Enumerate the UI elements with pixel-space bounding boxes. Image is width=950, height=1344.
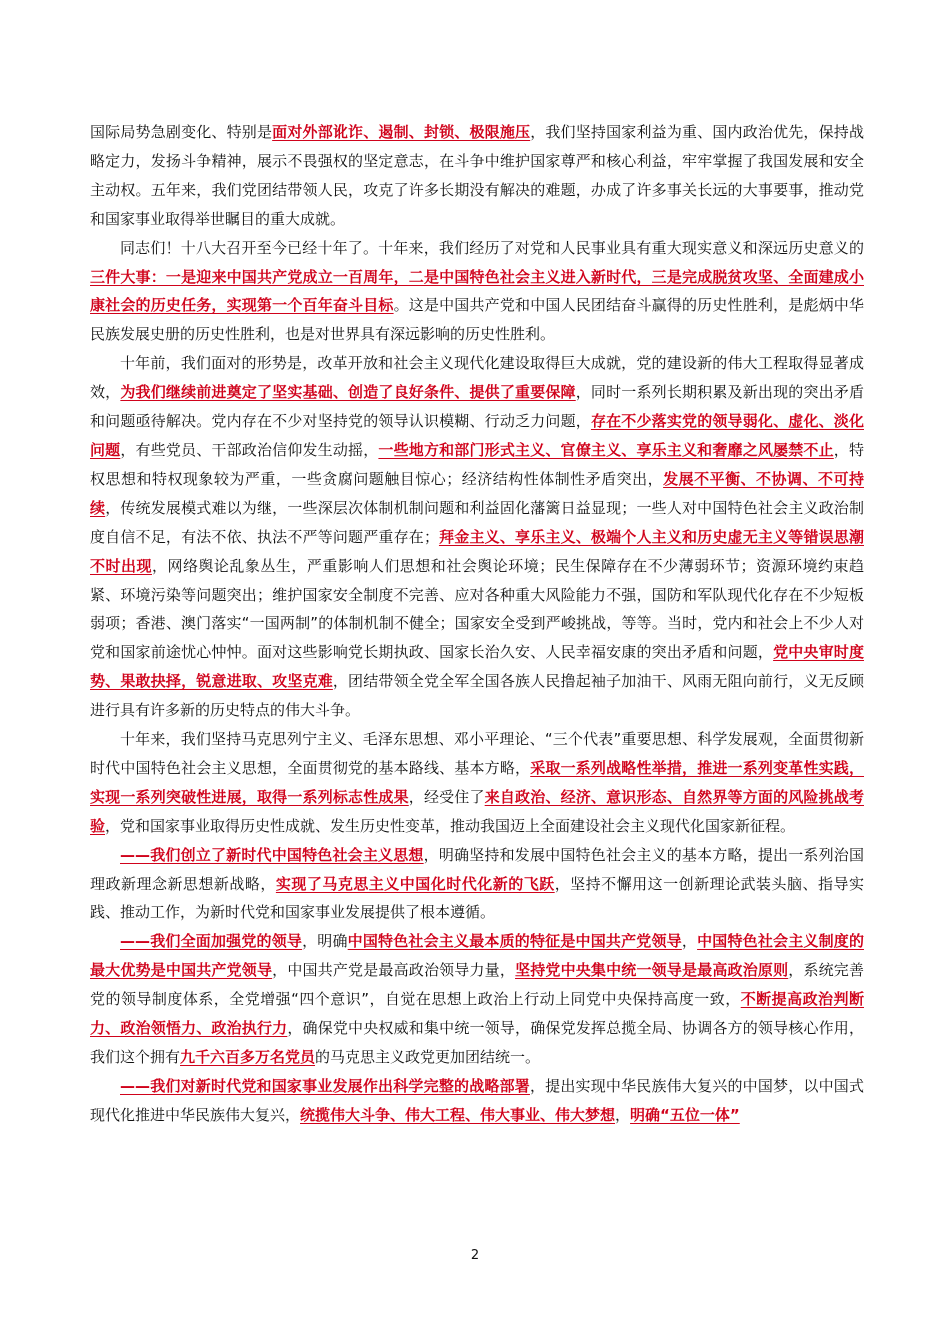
highlighted-text: 面对外部讹诈、遏制、封锁、极限施压	[272, 123, 531, 141]
highlighted-text: 一些地方和部门形式主义、官僚主义、享乐主义和奢靡之风屡禁不止	[378, 440, 834, 459]
body-text: ，我们坚持国家利益为重、国内政治优先，保持战略定力，发扬斗争精神，展示不畏强权的坚定意志，在斗争中维护国家尊严和核心利益，牢牢掌握了我国发展和安全主动权。五年来，我们党团结带领人民，攻克了许多长期没有解决的难题，办成了许多事关长远的大事要事，推动党和国家事业取得举世瞩目的重大成就。	[90, 123, 864, 228]
highlighted-text: 中国特色社会主义制度的最大优势是中国共产党领导	[90, 932, 864, 980]
body-text: ，有些党员、干部政治信仰发生动摇，	[120, 440, 379, 459]
body-text: 十年来，我们坚持马克思列宁主义、毛泽东思想、邓小平理论、“三个代表”重要思想、科学发展观，全面贯彻新时代中国特色社会主义思想，全面贯彻党的基本路线、基本方略，	[90, 730, 864, 777]
body-text: ，提出实现中华民族伟大复兴的中国梦，以中国式现代化推进中华民族伟大复兴，	[90, 1076, 864, 1124]
highlighted-text: 九千六百多万名党员	[180, 1048, 316, 1066]
body-text: ，同时一系列长期积累及新出现的突出矛盾和问题亟待解决。党内存在不少对坚持党的领导认识模糊、行动乏力问题，	[90, 383, 864, 431]
body-text: 同志们！十八大召开至今已经十年了。十年来，我们经历了对党和人民事业具有重大现实意义和深远历史意义的	[120, 238, 864, 257]
body-text: ，中国共产党是最高政治领导力量，	[272, 961, 516, 980]
paragraph	[90, 725, 864, 841]
body-text: ，团结带领全党全军全国各族人民撸起袖子加油干、风雨无阻向前行，义无反顾进行具有许多新的历史特点的伟大斗争。	[90, 672, 864, 720]
body-text: ，明确坚持和发展中国特色社会主义的基本方略，提出一系列治国理政新理念新思想新战略，	[90, 845, 864, 893]
highlighted-text: 三件大事：一是迎来中国共产党成立一百周年，二是中国特色社会主义进入新时代，三是完成脱贫攻坚、全面建成小康社会的历史任务，实现第一个百年奋斗目标	[90, 267, 864, 315]
body-text: ，系统完善党的领导制度体系，全党增强“四个意识”，自觉在思想上政治上行动上同党中央保持高度一致，	[90, 961, 864, 1009]
highlighted-text: 存在不少落实党的领导弱化、虚化、淡化问题	[90, 412, 864, 459]
body-text: ，	[681, 932, 698, 951]
highlighted-text: 拜金主义、享乐主义、极端个人主义和历史虚无主义等错误思潮不时出现	[90, 527, 864, 575]
highlighted-text: 明确“五位一体”	[630, 1105, 740, 1124]
body-text: ，特权思想和特权现象较为严重，一些贪腐问题触目惊心；经济结构性体制性矛盾突出，	[90, 440, 864, 488]
highlighted-text: 来自政治、经济、意识形态、自然界等方面的风险挑战考验	[90, 787, 864, 835]
body-text: ，党和国家事业取得历史性成就、发生历史性变革，推动我国迈上全面建设社会主义现代化国家新征程。	[105, 816, 796, 835]
body-text: 。这是中国共产党和中国人民团结奋斗赢得的历史性胜利，是彪炳中华民族发展史册的历史性胜利，也是对世界具有深远影响的历史性胜利。	[90, 296, 864, 344]
body-text: ，经受住了	[408, 787, 485, 806]
highlighted-text: 统揽伟大斗争、伟大工程、伟大事业、伟大梦想	[300, 1105, 616, 1124]
highlighted-text: 不断提高政治判断力、政治领悟力、政治执行力	[90, 990, 864, 1038]
body-text: 国际局势急剧变化、特别是	[90, 123, 273, 141]
body-text: ，传统发展模式难以为继，一些深层次体制机制问题和利益固化藩篱日益显现；一些人对中国特色社会主义政治制度自信不足，有法不依、执法不严等问题严重存在；	[90, 498, 864, 546]
page-number: 2	[470, 1248, 480, 1263]
paragraph	[90, 1072, 864, 1130]
body-text: ，网络舆论乱象丛生，严重影响人们思想和社会舆论环境；民生保障存在不少薄弱环节；资源环境约束趋紧、环境污染等问题突出；维护国家安全制度不完善、应对各种重大风险能力不强，国防和军队现代化存在不少短板弱项；香港、澳门落实“一国两制”的体制机制不健全；国家安全受到严峻挑战，等等。当时，党内和社会上不少人对党和国家前途忧心忡忡。面对这些影响党长期执政、国家长治久安、人民幸福安康的突出矛盾和问题，	[90, 556, 864, 662]
paragraph	[90, 234, 864, 350]
highlighted-text: ——我们对新时代党和国家事业发展作出科学完整的战略部署	[120, 1076, 530, 1095]
highlighted-text: ——我们全面加强党的领导	[120, 932, 303, 951]
highlighted-text: 实现了马克思主义中国化时代化新的飞跃	[275, 874, 555, 893]
highlighted-text: 为我们继续前进奠定了坚实基础、创造了良好条件、提供了重要保障	[120, 383, 576, 402]
paragraph	[90, 349, 864, 725]
highlighted-text: 中国特色社会主义最本质的特征是中国共产党领导	[347, 932, 682, 951]
body-text: 的马克思主义政党更加团结统一。	[315, 1048, 541, 1066]
body-text: ，明确	[302, 932, 348, 951]
highlighted-text: 发展不平衡、不协调、不可持续	[90, 469, 864, 517]
highlighted-text: 坚持党中央集中统一领导是最高政治原则	[515, 961, 789, 980]
highlighted-text: 采取一系列战略性举措，推进一系列变革性实践，实现一系列突破性进展，取得一系列标志性成果	[90, 758, 864, 806]
highlighted-text: ——我们创立了新时代中国特色社会主义思想	[120, 845, 424, 864]
body-text: 十年前，我们面对的形势是，改革开放和社会主义现代化建设取得巨大成就，党的建设新的伟大工程取得显著成效，	[90, 354, 864, 402]
highlighted-text: 党中央审时度势、果敢抉择，锐意进取、攻坚克难	[90, 643, 864, 691]
document-page	[90, 118, 864, 1130]
body-text: ，确保党中央权威和集中统一领导，确保党发挥总揽全局、协调各方的领导核心作用，我们这个拥有	[90, 1019, 864, 1066]
paragraph	[90, 927, 864, 1072]
paragraph	[90, 841, 864, 928]
body-text: ，	[615, 1105, 631, 1124]
paragraph	[90, 118, 864, 234]
body-text: ，坚持不懈用这一创新理论武装头脑、指导实践、推动工作，为新时代党和国家事业发展提供了根本遵循。	[90, 874, 864, 922]
